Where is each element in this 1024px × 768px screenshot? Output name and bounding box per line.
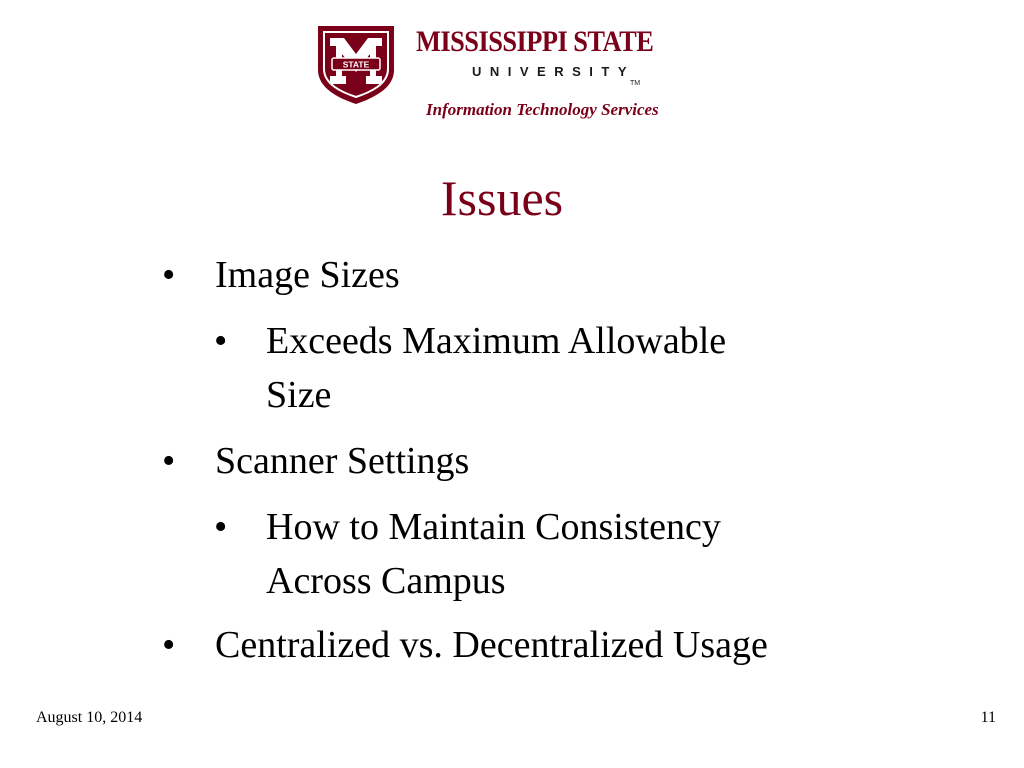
department-name: Information Technology Services (426, 100, 659, 119)
logo-university-name: MISSISSIPPI STATE (416, 25, 654, 58)
footer-date: August 10, 2014 (36, 709, 143, 726)
bullet-marker: • (162, 254, 176, 296)
bullet-marker: • (214, 320, 228, 362)
logo-trademark: TM (630, 80, 641, 87)
bullet-marker: • (162, 440, 176, 482)
bullet-text-line1: How to Maintain Consistency (266, 506, 721, 548)
bullet-marker: • (214, 506, 228, 548)
bullet-text-line2: Size (266, 374, 332, 416)
slide-title: Issues (440, 170, 564, 226)
footer-page-number: 11 (980, 709, 996, 726)
shield-text: STATE (342, 59, 370, 70)
bullet-text-line1: Exceeds Maximum Allowable (266, 320, 727, 362)
bullet-text: Centralized vs. Decentralized Usage (215, 624, 768, 666)
bullet-text: Image Sizes (215, 254, 400, 296)
bullet-marker: • (162, 624, 176, 666)
bullet-text-line2: Across Campus (266, 560, 506, 602)
bullet-text: Scanner Settings (215, 440, 470, 482)
logo-university-subname: UNIVERSITY (472, 64, 636, 79)
